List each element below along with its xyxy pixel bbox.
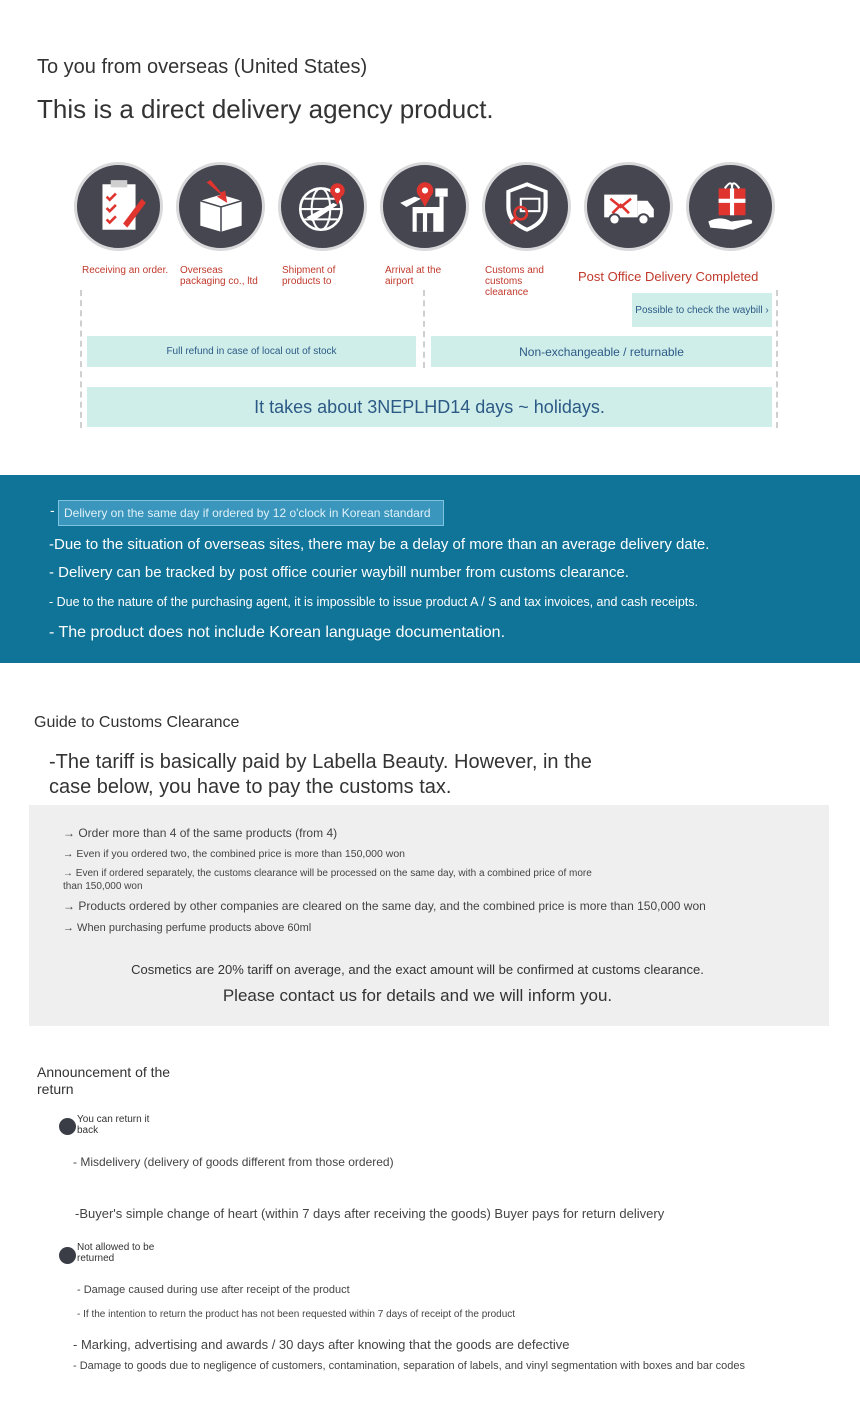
gift-hand-icon xyxy=(686,162,775,251)
header-title: This is a direct delivery agency product. xyxy=(37,94,494,124)
step-label-receiving: Receiving an order. xyxy=(82,265,169,276)
customs-item: → Products ordered by other companies are cleared on the same day, and the combined price is more than 150,000 won xyxy=(63,899,706,913)
customs-title: Guide to Customs Clearance xyxy=(34,714,240,731)
customs-tariff-note: Cosmetics are 20% tariff on average, and the exact amount will be confirmed at customs clearance. xyxy=(131,962,704,977)
return-allowed-item: -Buyer's simple change of heart (within 7 days after receiving the goods) Buyer pays for return delivery xyxy=(75,1206,665,1221)
return-allowed-item: - Misdelivery (delivery of goods different from those ordered) xyxy=(73,1155,394,1169)
notice-dash: - xyxy=(50,502,55,518)
globe-plane-icon xyxy=(278,162,367,251)
step-label-packaging: Overseas packaging co., ltd xyxy=(180,265,258,287)
notice-line-invoice: - Due to the nature of the purchasing agent, it is impossible to issue product A / S and tax invoices, and cash receipts. xyxy=(49,595,698,609)
notice-line-delay: -Due to the situation of overseas sites, there may be a delay of more than an average delivery date. xyxy=(49,536,710,553)
bullet-dot-icon xyxy=(59,1118,76,1135)
process-steps xyxy=(74,162,786,252)
customs-contact: Please contact us for details and we will inform you. xyxy=(222,986,613,1005)
clipboard-check-icon xyxy=(74,162,163,251)
timeline-mid-divider xyxy=(423,290,425,368)
return-allowed-label: You can return it back xyxy=(77,1114,150,1136)
same-day-highlight: Delivery on the same day if ordered by 12 o'clock in Korean standard xyxy=(58,500,444,526)
waybill-note: Possible to check the waybill › xyxy=(632,293,772,327)
header-subtitle: To you from overseas (United States) xyxy=(37,56,368,78)
customs-item: → Even if ordered separately, the customs clearance will be processed on the same day, with a combined price of more than 150,000 won xyxy=(63,868,592,892)
return-denied-label: Not allowed to be returned xyxy=(77,1242,155,1264)
notice-line-tracking: - Delivery can be tracked by post office courier waybill number from customs clearance. xyxy=(49,564,629,581)
nonexchange-note: Non-exchangeable / returnable xyxy=(431,336,772,367)
notice-line-documentation: - The product does not include Korean language documentation. xyxy=(49,624,506,641)
return-denied-item: - Damage caused during use after receipt of the product xyxy=(77,1284,350,1296)
step-label-shipment: Shipment of products to xyxy=(282,265,336,287)
duration-note: It takes about 3NEPLHD14 days ~ holidays. xyxy=(87,387,772,427)
bullet-dot-icon xyxy=(59,1247,76,1264)
customs-item: → When purchasing perfume products above 60ml xyxy=(63,922,312,934)
step-label-customs: Customs and customs clearance xyxy=(485,265,544,298)
refund-note: Full refund in case of local out of stock xyxy=(87,336,416,367)
return-title: Announcement of the return xyxy=(37,1064,171,1097)
return-denied-item: - If the intention to return the product has not been requested within 7 days of receipt of the product xyxy=(77,1309,516,1320)
airport-tower-icon xyxy=(380,162,469,251)
customs-lead: -The tariff is basically paid by Labella Beauty. However, in the case below, you have to pay the customs tax. xyxy=(49,751,592,798)
timeline-left-border xyxy=(80,290,82,428)
return-denied-item: - Damage to goods due to negligence of customers, contamination, separation of labels, and vinyl segmentation with boxes and bar codes xyxy=(73,1360,746,1372)
step-label-arrival: Arrival at the airport xyxy=(385,265,442,287)
shield-scan-icon xyxy=(482,162,571,251)
customs-item: → Even if you ordered two, the combined price is more than 150,000 won xyxy=(63,848,406,860)
timeline-right-border xyxy=(776,290,778,428)
step-label-delivery: Post Office Delivery Completed xyxy=(578,269,759,284)
return-denied-item: - Marking, advertising and awards / 30 days after knowing that the goods are defective xyxy=(73,1337,570,1352)
customs-item: → Order more than 4 of the same products (from 4) xyxy=(63,826,338,840)
delivery-truck-icon xyxy=(584,162,673,251)
box-arrow-icon xyxy=(176,162,265,251)
